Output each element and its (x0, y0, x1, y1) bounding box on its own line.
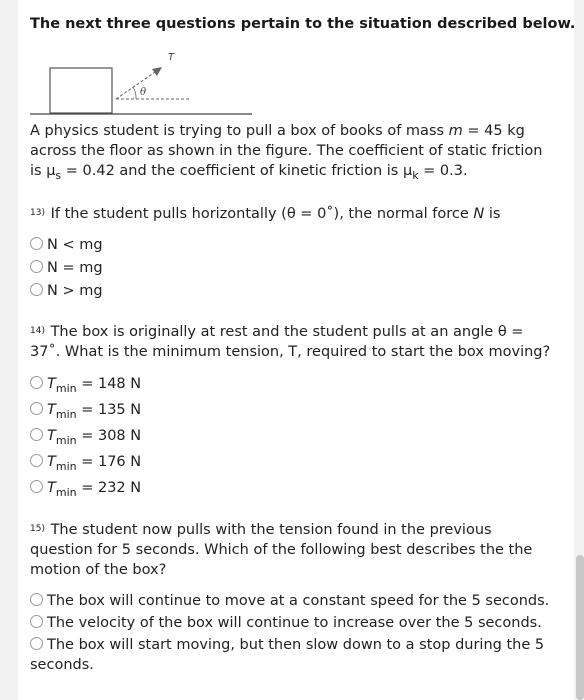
tension-label: T (168, 52, 175, 63)
scrollbar[interactable] (576, 555, 584, 700)
q15-option-1[interactable]: The box will continue to move at a constant speed for the 5 seconds. (30, 591, 549, 611)
radio-button[interactable] (30, 593, 43, 606)
angle-label: θ (140, 87, 147, 98)
tension-arrow-line (116, 70, 158, 99)
box (50, 68, 112, 113)
radio-button[interactable] (30, 283, 43, 296)
problem-intro: A physics student is trying to pull a box of books of mass m = 45 kg across the floor as shown in the figure. The coefficient of static friction is $\mu_s = 0.42$ and the coefficient of kinetic friction is $\mu_k = 0.3$. (30, 123, 543, 182)
q15-option-2[interactable]: The velocity of the box will continue to increase over the 5 seconds. (30, 613, 542, 633)
q13-option-1[interactable]: N < mg (30, 235, 103, 255)
q14-option-3[interactable]: $T_{min} = 308$ N (30, 426, 141, 451)
q13-option-3[interactable]: N > mg (30, 281, 103, 301)
q14-option-5[interactable]: $T_{min} = 232$ N (30, 478, 141, 503)
section-header: The next three questions pertain to the situation described below. (30, 16, 576, 32)
q15-option-3[interactable]: The box will start moving, but then slow down to a stop during the 5 seconds. (30, 637, 545, 673)
question-13-text: $^{13)}$ If the student pulls horizontally (θ = 0˚), the normal force N is (30, 206, 501, 222)
radio-button[interactable] (30, 615, 43, 628)
q14-option-4[interactable]: $T_{min} = 176$ N (30, 452, 141, 477)
physics-figure (30, 48, 260, 118)
angle-arc (133, 87, 136, 99)
q14-option-2[interactable]: $T_{min} = 135$ N (30, 400, 141, 425)
radio-button[interactable] (30, 260, 43, 273)
question-15-text: $^{15)}$ The student now pulls with the tension found in the previous question for 5 seconds. Which of the following best describes the the motion of the box? (30, 522, 533, 578)
radio-button[interactable] (30, 637, 43, 650)
tension-arrow-head (152, 67, 162, 76)
radio-button[interactable] (30, 402, 43, 415)
question-14-text: $^{14)}$ The box is originally at rest and the student pulls at an angle θ = 37˚. What is the minimum tension, T, required to start the box moving? (30, 324, 551, 360)
radio-button[interactable] (30, 480, 43, 493)
radio-button[interactable] (30, 428, 43, 441)
radio-button[interactable] (30, 376, 43, 389)
radio-button[interactable] (30, 237, 43, 250)
radio-button[interactable] (30, 454, 43, 467)
q13-option-2[interactable]: N = mg (30, 258, 103, 278)
q14-option-1[interactable]: $T_{min} = 148$ N (30, 374, 141, 399)
